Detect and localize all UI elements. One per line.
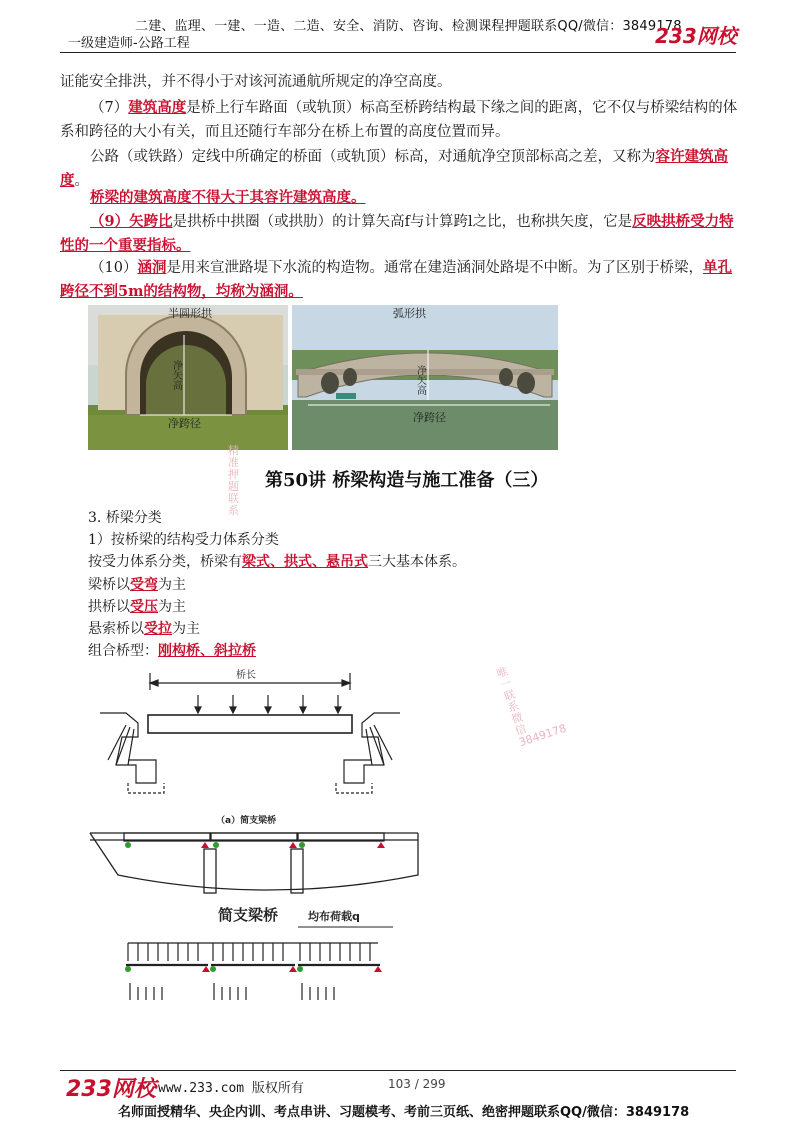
page-number: 103 / 299 [388,1077,446,1091]
footer-contact-line: 名师面授精华、央企内训、考点串讲、习题模考、考前三页纸、绝密押题联系QQ/微信：3849178 [118,1105,690,1120]
right-photo-rise: 净矢高 [414,365,426,395]
left-photo-rise: 净矢高 [170,360,182,390]
beam-bridge-diagrams [88,665,428,1005]
subsection-heading: 1）按桥梁的结构受力体系分类 [88,532,279,548]
arch-photos-svg [88,305,558,450]
list-item-arch: 拱桥以受压为主 [88,599,186,615]
bridge-length-label: 桥长 [236,670,256,681]
paragraph-culvert: （10）涵洞是用来宣泄路堤下水流的构造物。通常在建造涵洞处路堤不中断。为了区别于桥梁，单孔跨径不到5m的结构物，均称为涵洞。 [60,259,732,300]
paragraph-rise-span-ratio: （9）矢跨比是拱桥中拱圈（或拱肋）的计算矢高f与计算跨l之比，也称拱矢度，它是反映拱桥受力特性的一个重要指标。 [60,213,734,254]
left-photo-span: 净跨径 [168,417,201,430]
list-item-suspension: 悬索桥以受拉为主 [88,621,200,637]
pin-support-1 [125,966,131,972]
paragraph-construction-height: （7）建筑高度是桥上行车路面（或轨顶）标高至桥跨结构最下缘之间的距离，它不仅与桥梁结构的体系和跨径的大小有关，而且还随行车部分在桥上布置的高度位置而异。 [60,99,738,140]
uniform-load-label: 均布荷载q [308,910,360,923]
list-item-beam: 梁桥以受弯为主 [88,577,186,593]
right-photo-span: 净跨径 [413,411,446,424]
beam-bridge-svg [88,665,428,1005]
section-heading: 3. 桥梁分类 [88,510,162,526]
watermark-vertical-1: 精准押题联系 [228,444,239,517]
simple-beam-title: 简支梁桥 [218,906,279,924]
list-item-systems: 按受力体系分类，桥梁有梁式、拱式、悬吊式三大基本体系。 [88,554,466,570]
caption-simple-beam: （a）简支梁桥 [216,816,277,826]
uniform-load-diagram [126,943,380,1000]
watermark-vertical-2: 唯一联系微信3849178 [495,664,568,750]
header-contact-line: 二建、监理、一建、一造、二造、安全、消防、咨询、检测课程押题联系QQ/微信：3849178 [135,19,682,34]
pin-support-3 [297,966,303,972]
roller-support-3 [374,966,382,972]
left-photo-title: 半圆形拱 [168,307,212,320]
term-culvert: 涵洞 [137,259,167,276]
lecture-title: 第50讲 桥梁构造与施工准备（三） [265,470,549,491]
header-divider [60,52,736,53]
header-logo: 233网校 [655,24,737,48]
paragraph-height-rule: 桥梁的建筑高度不得大于其容许建筑高度。 [90,189,366,206]
pin-support-2 [210,966,216,972]
list-item-composite: 组合桥型：刚构桥、斜拉桥 [88,643,256,659]
arch-photos [88,305,558,450]
roller-support-1 [202,966,210,972]
roller-support-2 [289,966,297,972]
footer-website: www.233.com 版权所有 [158,1081,304,1096]
footer-divider [60,1070,736,1071]
term-allowed-height: 容许建筑高度 [60,148,728,189]
header-subtitle: 一级建造师-公路工程 [68,36,190,51]
three-span-beam-diagram [90,833,418,893]
paragraph-allowed-height: 公路（或铁路）定线中所确定的桥面（或轨顶）标高，对通航净空顶部标高之差，又称为容许建筑高度。 [60,148,728,189]
paragraph-1: 证能安全排洪，并不得小于对该河流通航所规定的净空高度。 [60,74,452,90]
term-rise-span-ratio: （9）矢跨比 [90,213,173,230]
abutment-beam-diagram [100,673,400,793]
footer-logo: 233网校 [66,1077,156,1102]
term-construction-height: 建筑高度 [128,99,187,116]
right-photo-title: 弧形拱 [393,307,426,320]
